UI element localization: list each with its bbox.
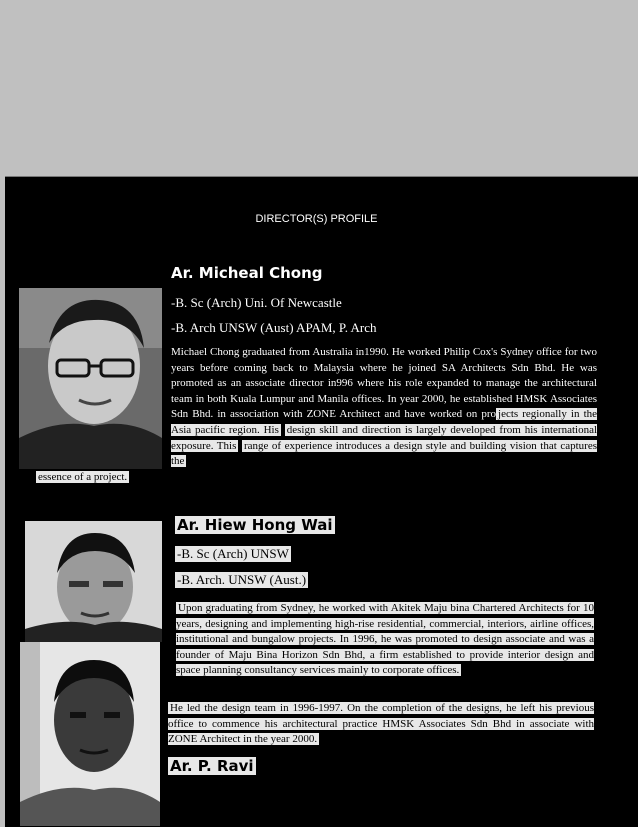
- director-credential: -B. Arch UNSW (Aust) APAM, P. Arch: [171, 320, 377, 335]
- director-bio: [176, 601, 594, 679]
- director-bio-end: [36, 470, 129, 486]
- bio-highlight: He led the design team in 1996-1997. On the completion of the designs, he left his previous office to commence his architectural practice HMSK Associates Sdn Bhd in associate with ZONE Architect in the year 2000.: [168, 702, 594, 746]
- bio-highlight: essence of a project.: [38, 471, 128, 483]
- portrait-photo-hiew-hong-wai: [25, 521, 162, 642]
- bio-highlight: design skill and direction is largely developed from his international exposure. This: [171, 423, 598, 452]
- bio-highlight: range of experience introduces a design style and building vision that captures the: [171, 439, 597, 468]
- portrait-photo-p-ravi: [20, 642, 160, 826]
- bio-highlight: jects regionally in the Asia pacific region. His: [171, 408, 598, 436]
- director-name: Ar. Hiew Hong Wai: [177, 516, 333, 534]
- bio-highlight: Upon graduating from Sydney, he worked with Akitek Maju bina Chartered Architects for 10 years, designing and implementing high-rise residential, commercial, interiors, airline offices, institutional and bungalow projects. In 1996, he was promoted to design associate and was a founder of Maju Bina Horizon Sdn Bhd, a firm established to provide interior design and space planning consultancy services mainly to corporate offices.: [176, 602, 594, 677]
- director-credential: -B. Sc (Arch) UNSW: [177, 546, 289, 561]
- director-name: Ar. P. Ravi: [170, 757, 254, 775]
- director-bio: [171, 345, 597, 470]
- portrait-photo-micheal-chong: [19, 288, 162, 469]
- director-credential: -B. Sc (Arch) Uni. Of Newcastle: [171, 295, 342, 310]
- page-title: DIRECTOR(S) PROFILE: [255, 213, 378, 225]
- director-credential: -B. Arch. UNSW (Aust.): [177, 572, 307, 587]
- director-name: Ar. Micheal Chong: [171, 264, 323, 282]
- director-bio: [168, 701, 594, 748]
- bio-text: Michael Chong graduated from Australia in1990. He worked Philip Cox's Sydney office for two years before coming back to Malaysia where he joined SA Architects Sdn Bhd. He was promoted as an associate director in996 where his role expanded to manage the architectural team in both Kuala Lumpur and Manila offices. In year 2000, he established HMSK Associates Sdn Bhd. in association with ZONE Architect and have worked on pro: [171, 346, 597, 421]
